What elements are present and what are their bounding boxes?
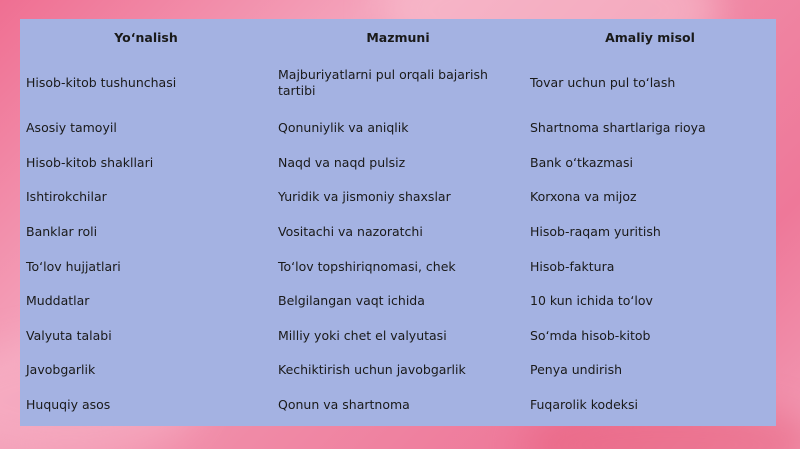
column-header: Yo‘nalish — [114, 29, 178, 45]
table-cell: Bank o‘tkazmasi — [530, 154, 633, 170]
table-row — [20, 111, 776, 146]
table-row — [20, 249, 776, 284]
table-row — [20, 146, 776, 181]
table-cell: Majburiyatlarni pul orqali bajarish tartibi — [278, 67, 488, 98]
table-row — [20, 319, 776, 354]
table-cell: Kechiktirish uchun javobgarlik — [278, 362, 466, 378]
table-cell: To‘lov hujjatlari — [26, 258, 121, 274]
table-cell: Huquqiy asos — [26, 397, 111, 413]
table-cell: Fuqarolik kodeksi — [530, 397, 638, 413]
table-row — [20, 353, 776, 388]
table-cell: Asosiy tamoyil — [26, 120, 117, 136]
table-cell: Shartnoma shartlariga rioya — [530, 120, 706, 136]
table-cell: Korxona va mijoz — [530, 189, 637, 205]
table-cell: Hisob-kitob shakllari — [26, 154, 154, 170]
table-cell: Ishtirokchilar — [26, 189, 107, 205]
column-header: Mazmuni — [366, 29, 430, 45]
table-cell: Valyuta talabi — [26, 327, 112, 343]
table-cell: Muddatlar — [26, 293, 90, 309]
table-cell: To‘lov topshiriqnomasi, chek — [278, 258, 456, 274]
table-cell: Tovar uchun pul to‘lash — [530, 75, 676, 90]
table-cell: Milliy yoki chet el valyutasi — [278, 327, 447, 343]
table-cell: Banklar roli — [26, 224, 98, 240]
table-panel — [20, 19, 776, 426]
table-row — [20, 215, 776, 250]
table-cell: Penya undirish — [530, 362, 623, 378]
table-cell: Naqd va naqd pulsiz — [278, 154, 406, 170]
table-row — [20, 284, 776, 319]
table-cell: So‘mda hisob-kitob — [530, 327, 651, 343]
table-cell: Belgilangan vaqt ichida — [278, 293, 425, 309]
table-cell: Hisob-raqam yuritish — [530, 224, 661, 240]
table-row — [20, 180, 776, 215]
table-cell: Javobgarlik — [26, 362, 96, 378]
table-cell: Hisob-faktura — [530, 258, 615, 274]
table-cell: Hisob-kitob tushunchasi — [26, 75, 177, 90]
table-cell: Vositachi va nazoratchi — [278, 224, 423, 240]
table-cell: 10 kun ichida to‘lov — [530, 293, 653, 309]
data-table — [20, 19, 776, 422]
table-cell: Qonuniylik va aniqlik — [278, 120, 409, 136]
column-header: Amaliy misol — [605, 29, 695, 45]
table-row — [20, 55, 776, 111]
table-cell: Qonun va shartnoma — [278, 397, 410, 413]
table-header-row — [20, 19, 776, 55]
table-cell: Yuridik va jismoniy shaxslar — [278, 189, 451, 205]
table-row — [20, 388, 776, 423]
